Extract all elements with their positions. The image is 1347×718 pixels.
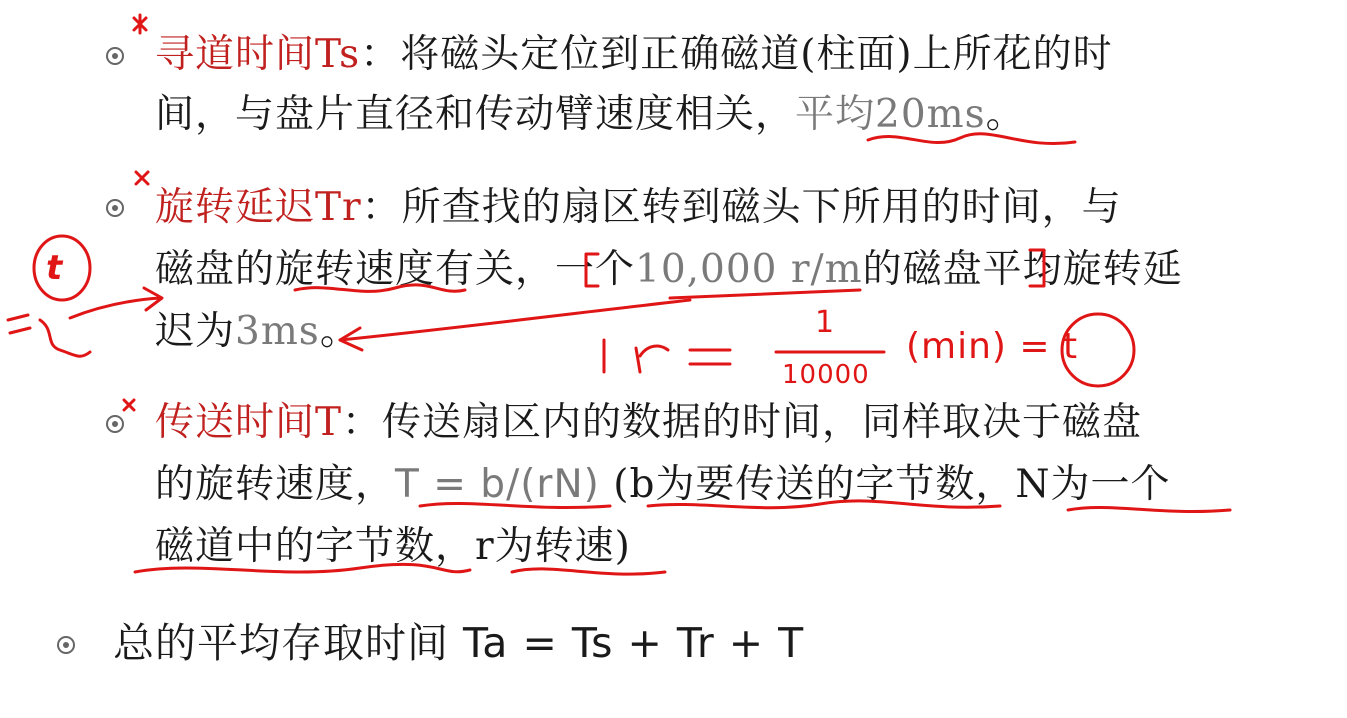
rotation-ms: 3ms <box>235 309 320 354</box>
transfer-line-3 <box>155 522 631 572</box>
bullet-icon <box>55 634 77 656</box>
seek-desc-1: ：将磁头定位到正确磁道(柱面)上所花的时 <box>360 32 1113 77</box>
eq-equals <box>690 350 730 364</box>
rotation-desc-3a: 迟为 <box>155 309 236 354</box>
transfer-term: 传送时间T <box>155 400 343 445</box>
rotation-desc-2a: 磁盘的旋转速度有关， <box>155 247 556 292</box>
rotation-line-2 <box>155 245 1183 295</box>
transfer-desc-1: ：传送扇区内的数据的时间，同样取决于磁盘 <box>342 400 1143 445</box>
left-arrow <box>70 298 160 318</box>
bullet-icon <box>104 45 126 67</box>
transfer-line-1 <box>155 398 1142 448</box>
rotation-end: 。 <box>319 309 360 354</box>
arrow-to-3ms <box>340 300 690 340</box>
seek-average: 平均20ms <box>795 92 986 137</box>
circled-t-left-text: t <box>46 248 64 288</box>
star-mark-3 <box>124 400 134 410</box>
left-dash-2 <box>10 328 30 333</box>
transfer-desc-2b: (b为要传送的字节数，N为一个 <box>599 462 1171 507</box>
transfer-desc-2a: 的旋转速度， <box>155 462 396 507</box>
star-mark-2 <box>136 172 148 184</box>
total-line <box>113 618 804 668</box>
bullet-icon <box>104 197 126 219</box>
transfer-line-2 <box>155 460 1171 510</box>
transfer-desc-3: 磁道中的字节数，r为转速) <box>155 524 631 569</box>
total-formula: Ta = Ts + Tr + T <box>463 619 805 667</box>
star-mark-1 <box>134 15 146 33</box>
seek-line-2 <box>155 90 1026 140</box>
fraction-numerator: 1 <box>815 305 836 340</box>
transfer-formula: T = b/(rN) <box>395 462 600 507</box>
rotation-line-1 <box>155 183 1122 233</box>
seek-line-1 <box>155 30 1113 80</box>
seek-term: 寻道时间Ts <box>155 32 361 77</box>
fraction-denominator: 10000 <box>782 360 870 390</box>
rotation-rpm: 10,000 r/m <box>635 247 863 292</box>
seek-end: 。 <box>985 92 1026 137</box>
left-dash-1 <box>8 315 28 320</box>
rotation-desc-2b: 一个 <box>555 247 636 292</box>
total-label: 总的平均存取时间 <box>113 619 464 667</box>
rotation-desc-2c: 的磁盘平均旋转延 <box>862 247 1183 292</box>
rotation-desc-1: ：所查找的扇区转到磁头下所用的时间，与 <box>361 185 1122 230</box>
rotation-line-3 <box>155 307 360 357</box>
rotation-term: 旋转延迟Tr <box>155 185 362 230</box>
bullet-icon <box>104 413 126 435</box>
seek-desc-2: 间，与盘片直径和传动臂速度相关， <box>155 92 796 137</box>
equation-right-text: (min) = t <box>906 326 1079 367</box>
left-squiggle <box>40 320 90 356</box>
